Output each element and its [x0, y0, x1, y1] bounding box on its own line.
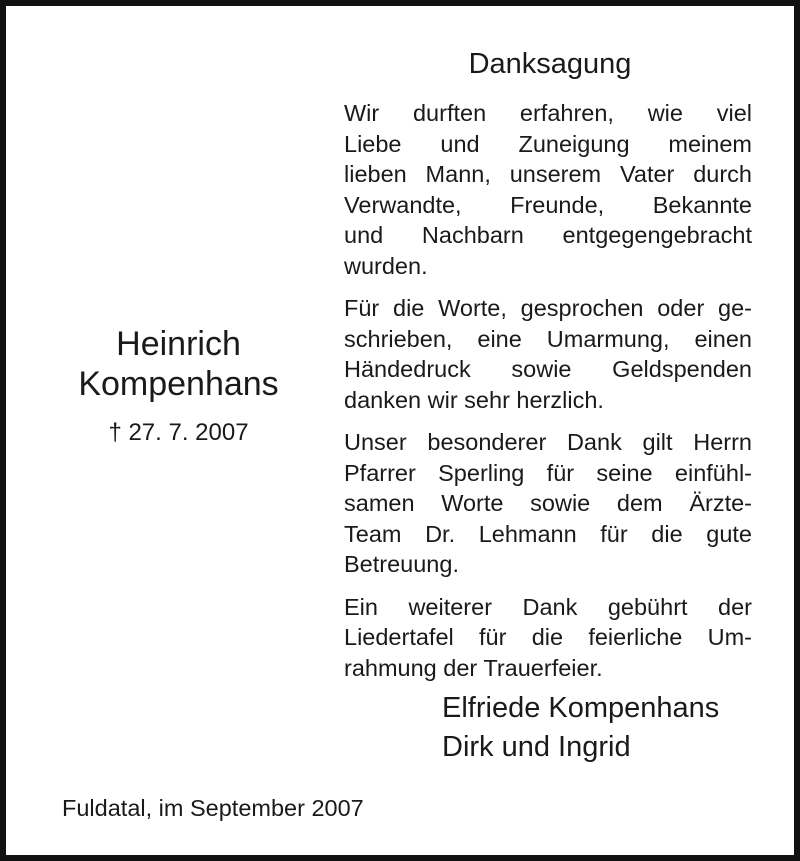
signatures [442, 689, 762, 767]
text-line: Liedertafel für die feierliche Um- [344, 624, 752, 650]
place-date: Fuldatal, im September 2007 [62, 795, 364, 821]
text-line: danken wir sehr herzlich. [344, 386, 604, 413]
deceased-name [46, 324, 311, 404]
text-line: samen Worte sowie dem Ärzte- [344, 490, 752, 516]
text-line: Ein weiterer Dank gebührt der [344, 593, 752, 620]
text-line: Liebe und Zuneigung meinem [344, 130, 752, 157]
text-line: und Nachbarn entgegengebracht [344, 222, 752, 248]
deceased-first-name: Heinrich [116, 325, 241, 363]
text-line: Für die Worte, gesprochen oder ge- [344, 295, 752, 321]
paragraph-2 [344, 293, 752, 415]
text-line: Unser besonderer Dank gilt Herrn [344, 429, 752, 455]
text-line: Team Dr. Lehmann für die gute [344, 520, 752, 547]
thanks-column [344, 44, 752, 695]
signature-line: Dirk und Ingrid [442, 731, 631, 763]
paragraph-3 [344, 427, 752, 580]
text-line: Pfarrer Sperling für seine einfühl- [344, 459, 752, 486]
paragraph-1 [344, 98, 752, 281]
text-line: Verwandte, Freunde, Bekannte [344, 191, 752, 218]
text-line: lieben Mann, unserem Vater durch [344, 161, 752, 187]
text-line: Betreuung. [344, 551, 459, 577]
signature-line: Elfriede Kompenhans [442, 692, 720, 724]
page-title: Danksagung [468, 48, 632, 80]
text-line: Händedruck sowie Geldspenden [344, 356, 752, 382]
text-line: rahmung der Trauerfeier. [344, 654, 603, 681]
deceased-block [46, 324, 311, 448]
text-line: wurden. [344, 252, 428, 279]
paragraph-4 [344, 592, 752, 684]
deceased-last-name: Kompenhans [78, 365, 279, 403]
text-line: schrieben, eine Umarmung, einen [344, 325, 752, 352]
death-date: † 27. 7. 2007 [108, 419, 249, 446]
text-line: Wir durften erfahren, wie viel [344, 100, 752, 126]
